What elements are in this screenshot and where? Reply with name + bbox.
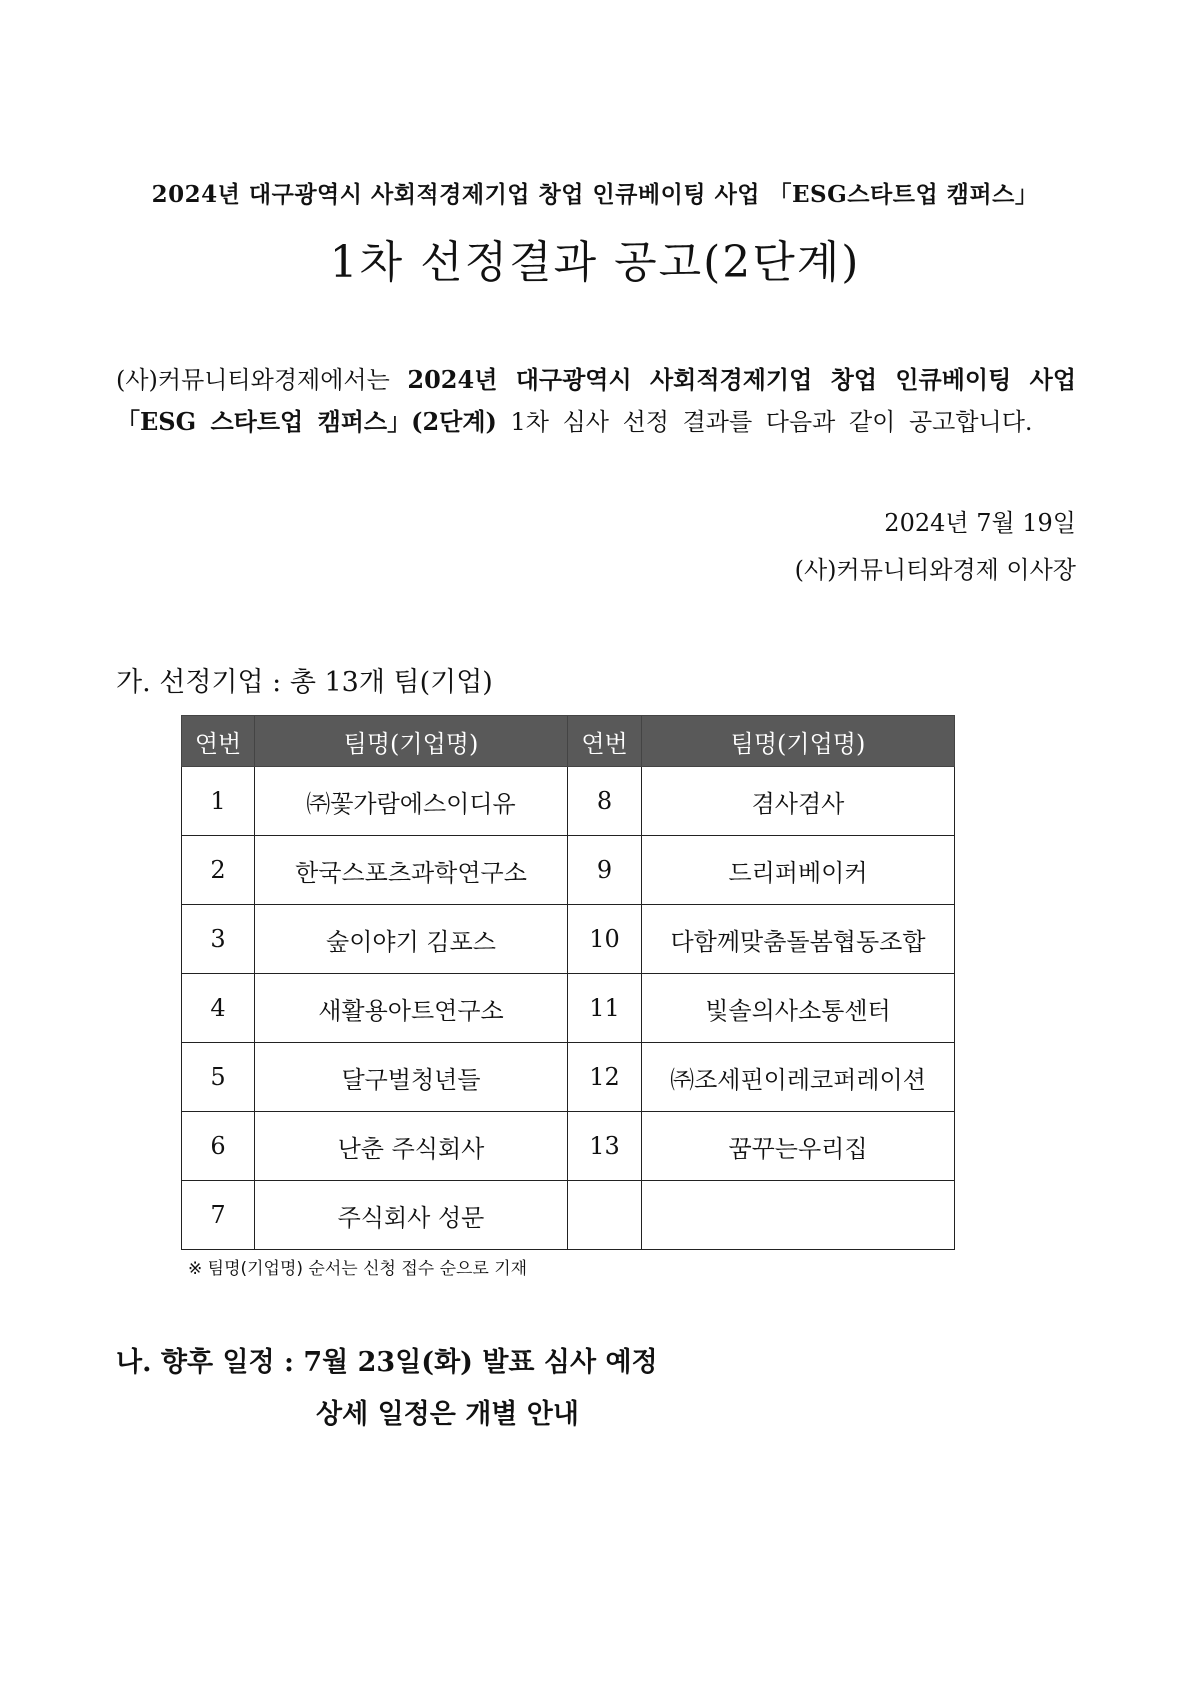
selected-companies-heading: 가. 선정기업 : 총 13개 팀(기업) — [116, 667, 493, 698]
column-header-number: 연번 — [182, 716, 255, 767]
intro-project-name: 2024년 대구광역시 사회적경제기업 창업 인큐베이팅 사업 「ESG 스타트업 캠퍼스」(2단계) — [116, 365, 1076, 436]
schedule-heading: 나. 향후 일정 : 7월 23일(화) 발표 심사 예정 — [116, 1347, 658, 1378]
announcement-date: 2024년 7월 19일 — [884, 509, 1076, 537]
row-number: 3 — [182, 905, 255, 974]
team-name: 주식회사 성문 — [255, 1181, 568, 1250]
row-number: 13 — [568, 1112, 642, 1181]
row-number: 8 — [568, 767, 642, 836]
team-name: 다함께맞춤돌봄협동조합 — [642, 905, 955, 974]
intro-text-start: (사)커뮤니티와경제에서는 — [116, 366, 408, 394]
row-number: 4 — [182, 974, 255, 1043]
row-number: 6 — [182, 1112, 255, 1181]
row-number — [568, 1181, 642, 1250]
team-name: 달구벌청년들 — [255, 1043, 568, 1112]
intro-paragraph — [116, 359, 1076, 443]
table-row — [182, 974, 955, 1043]
row-number: 12 — [568, 1043, 642, 1112]
team-name: ㈜꽃가람에스이디유 — [255, 767, 568, 836]
column-header-team: 팀명(기업명) — [255, 716, 568, 767]
selected-companies-table — [181, 715, 955, 1250]
team-name: 새활용아트연구소 — [255, 974, 568, 1043]
row-number: 5 — [182, 1043, 255, 1112]
row-number: 2 — [182, 836, 255, 905]
column-header-number: 연번 — [568, 716, 642, 767]
table-row — [182, 1043, 955, 1112]
announcement-signer: (사)커뮤니티와경제 이사장 — [794, 556, 1076, 584]
row-number: 11 — [568, 974, 642, 1043]
table-row — [182, 1181, 955, 1250]
announcement-title: 1차 선정결과 공고(2단계) — [329, 237, 861, 288]
row-number: 10 — [568, 905, 642, 974]
team-name — [642, 1181, 955, 1250]
team-name: ㈜조세핀이레코퍼레이션 — [642, 1043, 955, 1112]
row-number: 7 — [182, 1181, 255, 1250]
column-header-team: 팀명(기업명) — [642, 716, 955, 767]
team-name: 빛솔의사소통센터 — [642, 974, 955, 1043]
row-number: 9 — [568, 836, 642, 905]
table-row — [182, 1112, 955, 1181]
team-name: 드리퍼베이커 — [642, 836, 955, 905]
team-name: 숲이야기 김포스 — [255, 905, 568, 974]
team-name: 꿈꾸는우리집 — [642, 1112, 955, 1181]
schedule-detail: 상세 일정은 개별 안내 — [316, 1399, 579, 1430]
intro-text-end: 1차 심사 선정 결과를 다음과 같이 공고합니다. — [496, 408, 1033, 436]
table-header-row — [182, 716, 955, 767]
team-name: 겸사겸사 — [642, 767, 955, 836]
team-name: 한국스포츠과학연구소 — [255, 836, 568, 905]
announcement-subtitle: 2024년 대구광역시 사회적경제기업 창업 인큐베이팅 사업 「ESG스타트업 캠퍼스」 — [151, 181, 1039, 208]
table-footnote: ※ 팀명(기업명) 순서는 신청 접수 순으로 기재 — [188, 1259, 528, 1279]
table-row — [182, 836, 955, 905]
team-name: 난춘 주식회사 — [255, 1112, 568, 1181]
table-row — [182, 905, 955, 974]
row-number: 1 — [182, 767, 255, 836]
table-row — [182, 767, 955, 836]
